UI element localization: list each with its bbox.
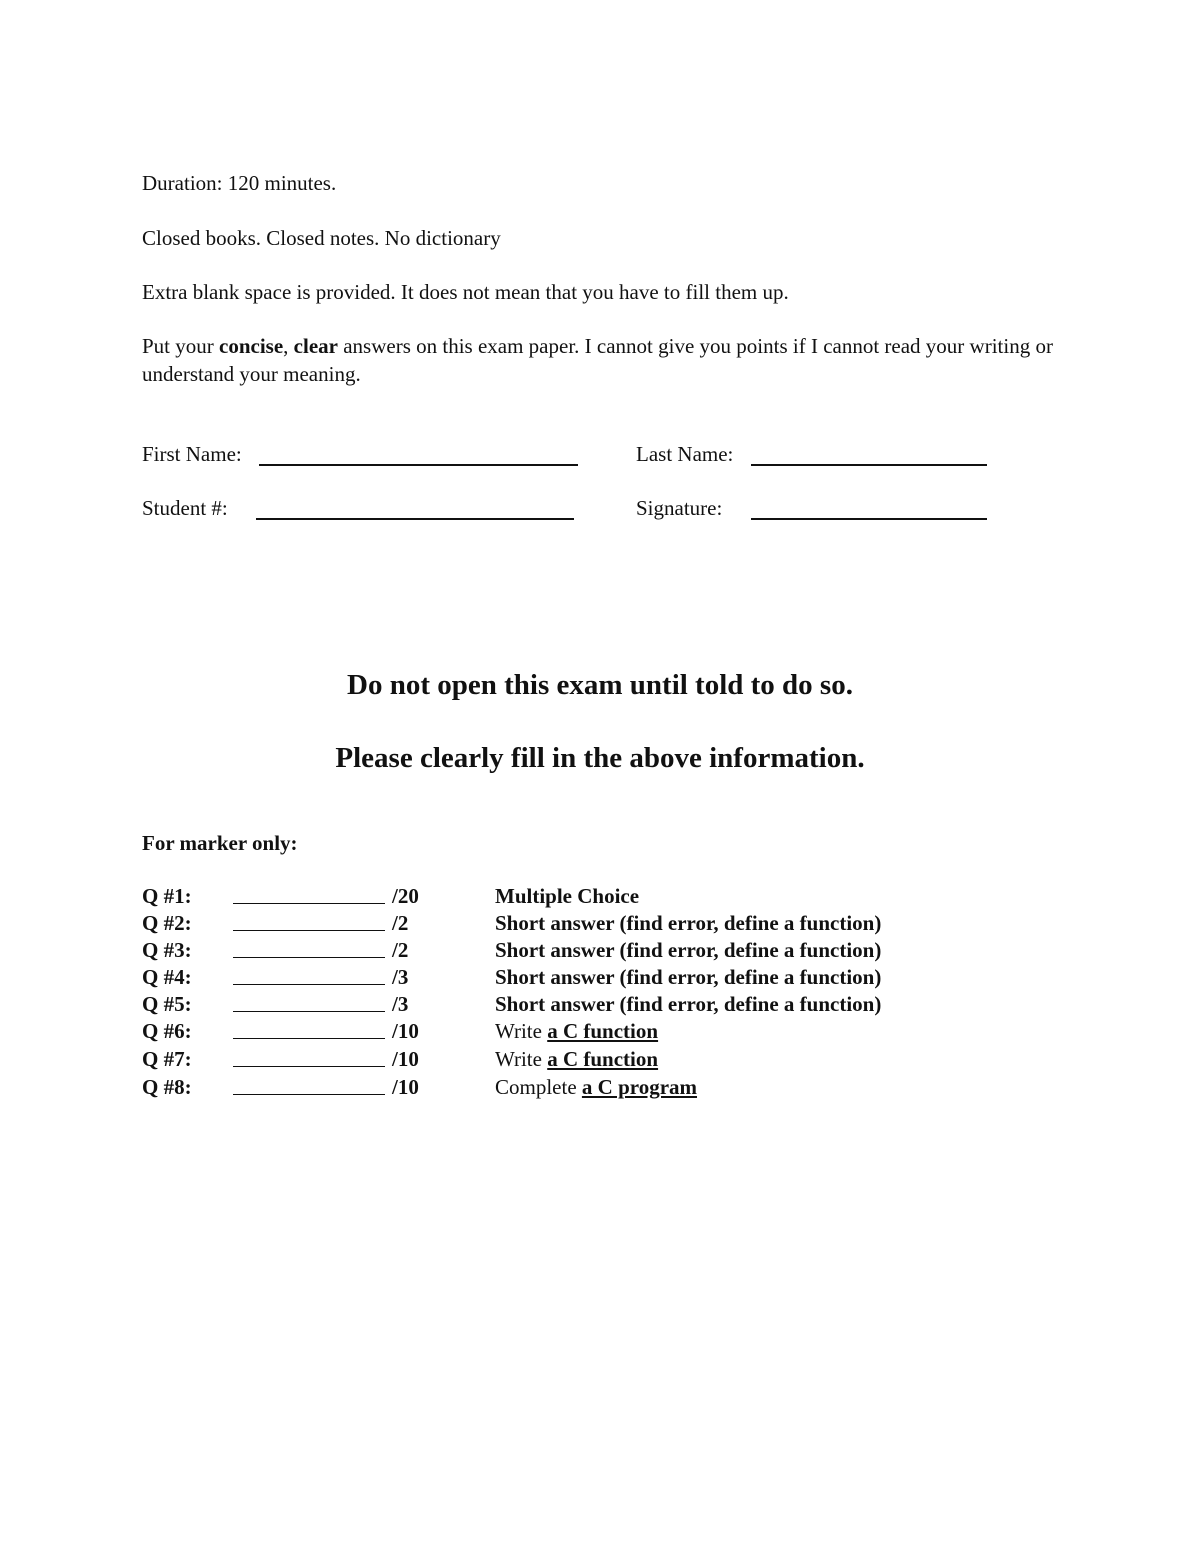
- score-row: [0, 910, 1200, 937]
- max-points: /2: [392, 911, 409, 935]
- question-description: [495, 1074, 697, 1101]
- question-number: Q #1:: [142, 884, 192, 908]
- max-points: /3: [392, 965, 409, 989]
- question-number: Q #2:: [142, 911, 192, 935]
- fill-info-notice: Please clearly fill in the above information.: [335, 742, 865, 774]
- question-number: Q #4:: [142, 965, 192, 989]
- question-number: Q #7:: [142, 1047, 192, 1071]
- score-blank[interactable]: [233, 930, 385, 931]
- max-points: /3: [392, 992, 409, 1016]
- score-blank[interactable]: [233, 957, 385, 958]
- max-points: /2: [392, 938, 409, 962]
- score-blank[interactable]: [233, 1066, 385, 1067]
- marker-section-title: For marker only:: [142, 831, 298, 855]
- student-number-label: Student #:: [142, 496, 228, 520]
- desc-underlined: a C program: [581, 1075, 698, 1099]
- student-number-blank[interactable]: [256, 518, 574, 520]
- max-points: /10: [392, 1075, 419, 1099]
- question-description: [495, 910, 881, 937]
- question-description: [495, 883, 639, 910]
- score-blank[interactable]: [233, 1011, 385, 1012]
- answers-bold-concise: concise: [219, 334, 284, 358]
- duration-text: Duration: 120 minutes.: [142, 171, 337, 195]
- question-description: [495, 1046, 658, 1073]
- last-name-blank[interactable]: [751, 464, 987, 466]
- first-name-blank[interactable]: [259, 464, 578, 466]
- answers-prefix: Put your: [142, 334, 220, 358]
- desc-bold: Short answer (find error, define a function): [495, 911, 882, 935]
- question-description: [495, 991, 881, 1018]
- blank-space-text: Extra blank space is provided. It does not mean that you have to fill them up.: [142, 280, 789, 304]
- score-row: [0, 991, 1200, 1018]
- question-description: [495, 937, 881, 964]
- desc-prefix: Write: [495, 1047, 548, 1071]
- answers-bold-clear: clear: [293, 334, 338, 358]
- desc-prefix: Complete: [495, 1075, 582, 1099]
- answers-instruction: [142, 332, 1072, 388]
- question-number: Q #8:: [142, 1075, 192, 1099]
- question-number: Q #3:: [142, 938, 192, 962]
- question-description: [495, 1018, 658, 1045]
- first-name-label: First Name:: [142, 442, 242, 466]
- closed-books-text: Closed books. Closed notes. No dictionary: [142, 226, 501, 250]
- do-not-open-notice: Do not open this exam until told to do so.: [347, 669, 853, 701]
- question-number: Q #5:: [142, 992, 192, 1016]
- score-row: [0, 937, 1200, 964]
- desc-bold: Short answer (find error, define a function): [495, 992, 882, 1016]
- last-name-label: Last Name:: [636, 442, 734, 466]
- score-row: [0, 964, 1200, 991]
- answers-comma: ,: [283, 334, 294, 358]
- answers-rest: answers on this exam paper. I cannot give you points if I cannot read your writing or understand your meaning.: [142, 334, 1053, 386]
- score-row: [0, 1018, 1200, 1045]
- max-points: /10: [392, 1047, 419, 1071]
- score-row: [0, 883, 1200, 910]
- signature-label: Signature:: [636, 496, 723, 520]
- desc-underlined: a C function: [547, 1019, 659, 1043]
- desc-bold: Short answer (find error, define a function): [495, 938, 882, 962]
- question-number: Q #6:: [142, 1019, 192, 1043]
- max-points: /10: [392, 1019, 419, 1043]
- score-row: [0, 1074, 1200, 1101]
- max-points: /20: [392, 884, 419, 908]
- desc-underlined: a C function: [547, 1047, 659, 1071]
- score-blank[interactable]: [233, 984, 385, 985]
- score-row: [0, 1046, 1200, 1073]
- question-description: [495, 964, 881, 991]
- desc-bold: Multiple Choice: [495, 884, 640, 908]
- signature-blank[interactable]: [751, 518, 987, 520]
- desc-bold: Short answer (find error, define a function): [495, 965, 882, 989]
- score-blank[interactable]: [233, 903, 385, 904]
- score-blank[interactable]: [233, 1094, 385, 1095]
- desc-prefix: Write: [495, 1019, 548, 1043]
- score-blank[interactable]: [233, 1038, 385, 1039]
